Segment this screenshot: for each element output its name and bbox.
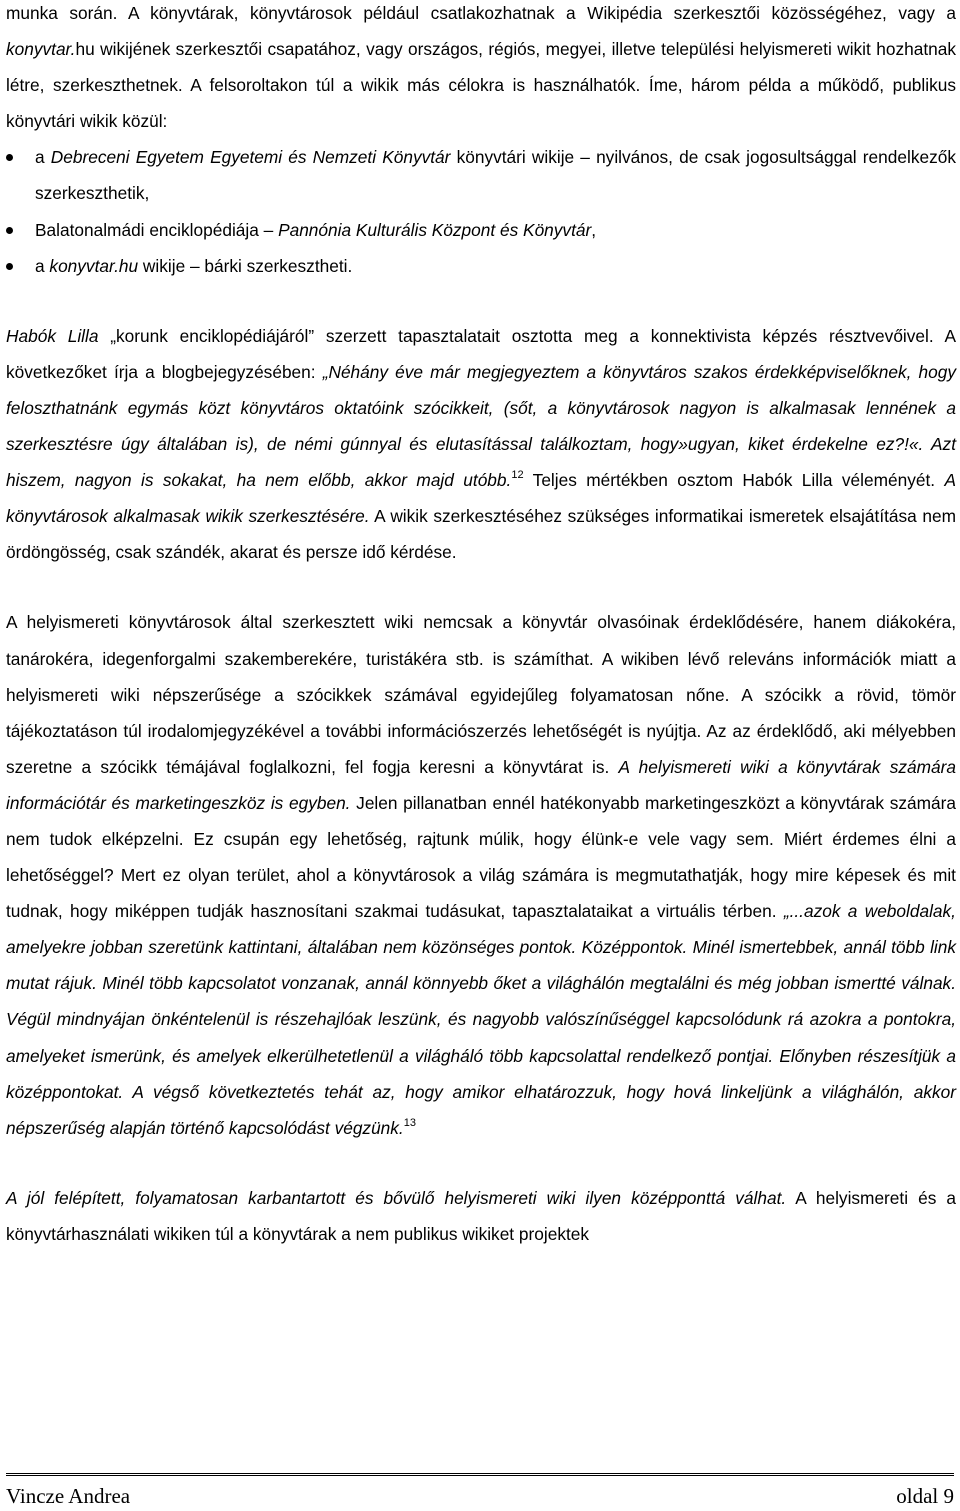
text-run-italic: konyvtar.	[6, 39, 76, 60]
paragraph-habok	[6, 318, 956, 571]
footnote-ref: 13	[403, 1116, 416, 1129]
text-run: a	[35, 255, 50, 276]
bullet-icon	[6, 263, 13, 270]
text-run-italic: konyvtar.hu	[49, 255, 139, 276]
text-run: „korunk enciklopédiájáról” szerzett tapasztalatait osztotta meg a konnektivista képzés résztvevőivel. A következőket írja a blogbejegyzésében:	[6, 325, 956, 382]
quote-italic: „Néhány éve már megjegyeztem a könyvtáros szakos érdekképviselőknek, hogy feloszthatnánk egymás közt könyvtáros oktatóink szócikkeit, (sőt, a könyvtárosok nagyon is alkalmasak lennének a szerkesztésre úgy általában is), de némi gúnnyal és elutasítással találkoztam, hogy»ugyan, kiket érdekelne ez?!«. Azt hiszem, nagyon is sokakat, ha nem előbb, akkor majd utóbb.	[6, 361, 956, 491]
list-item	[6, 139, 956, 211]
paragraph-spacer	[6, 570, 956, 604]
footer-divider	[6, 1473, 954, 1476]
text-run: A helyismereti és a könyvtárhasználati wikiken túl a könyvtárak a nem publikus wikiket projektek	[6, 1187, 956, 1244]
list-item	[6, 248, 956, 284]
text-run: a	[35, 147, 51, 168]
text-run-italic: A könyvtárosok alkalmasak wikik szerkesztésére.	[6, 470, 956, 527]
paragraph-spacer	[6, 284, 956, 318]
text-run: ,	[591, 219, 597, 240]
bullet-icon	[6, 154, 13, 161]
paragraph-spacer	[6, 1146, 956, 1180]
text-run: A helyismereti könyvtárosok által szerkesztett wiki nemcsak a könyvtár olvasóinak érdeklődésére, hanem diákokéra, tanárokéra, idegenforgalmi szakemberekére, turistákéra stb. is számíthat. A wikiben lévő releváns információk miatt a helyismereti wiki népszerűsége a szócikkek számával egyidejűleg folyamatosan nőne. A szócikk a rövid, tömör tájékoztatáson túl irodalomjegyzékével a további információszerzés lehetőségét is nyújtja. Az az érdeklődő, aki mélyebben szeretne a szócikk témájával foglalkozni, fel fogja keresni a könyvtárat is.	[6, 612, 956, 777]
text-run: munka során. A könyvtárak, könyvtárosok például csatlakozhatnak a Wikipédia szerkesztői közösségéhez, vagy a	[6, 3, 956, 23]
text-run-italic: Pannónia Kulturális Központ és Könyvtár	[278, 219, 592, 240]
text-run: könyvtári wikije – nyilvános, de csak jogosultsággal rendelkezők szerkeszthetik,	[35, 147, 956, 204]
text-run-italic: Debreceni Egyetem Egyetemi és Nemzeti Könyvtár	[50, 147, 451, 168]
text-run: Jelen pillanatban ennél hatékonyabb marketingeszközt a könyvtárak számára nem tudok elképzelni. Ez csupán egy lehetőség, rajtunk múlik, hogy élünk-e vele vagy sem. Miért érdemes élni a lehetőséggel? Mert ez olyan terület, ahol a könyvtárosok a világ számára is megmutathatják, hogy mire képesek és mit tudnak, hogy miképpen tudják hasznosítani szakmai tudásukat, tapasztalataikat a virtuális térben.	[6, 792, 956, 922]
text-run: Balatonalmádi enciklopédiája –	[35, 219, 279, 240]
text-run-italic: A helyismereti wiki a könyvtárak számára információtár és marketingeszköz is egyben.	[6, 756, 956, 813]
quote-italic: „...azok a weboldalak, amelyekre jobban szeretünk kattintani, általában nem közönséges pontok. Középpontok. Minél ismertebbek, annál több link mutat rájuk. Minél több kapcsolatot vonzanak, annál könnyebb őket a világhálón megtalálni és még jobban ismertté válnak. Végül mindnyájan önkéntelenül is részehajlóak leszünk, és nagyobb valószínűséggel kapcsolódunk rá azokra a pontokra, amelyeket ismerünk, és amelyek elkerülhetetlenül a világháló több kapcsolattal rendelkező pontjai. Előnyben részesítjük a középpontokat. A végső következtetés tehát az, hogy amikor elhatározzuk, hogy hová linkeljünk a világhálón, akkor népszerűség alapján történő kapcsolódást végzünk.	[6, 901, 956, 1138]
text-run: wikije – bárki szerkesztheti.	[138, 255, 353, 276]
text-run: Teljes mértékben osztom Habók Lilla véleményét.	[523, 470, 945, 491]
footer-author: Vincze Andrea	[6, 1484, 131, 1508]
footnote-ref: 12	[511, 469, 524, 482]
text-run-italic: Habók Lilla	[6, 325, 99, 346]
bullet-icon	[6, 227, 13, 234]
paragraph-intro	[6, 0, 956, 139]
paragraph-helyismereti	[6, 604, 956, 1145]
footer-page-number: oldal 9	[896, 1484, 954, 1508]
example-wiki-list	[6, 139, 956, 283]
paragraph-closing	[6, 1180, 956, 1252]
list-item	[6, 212, 956, 248]
text-run: A wikik szerkesztéséhez szükséges informatikai ismeretek elsajátítása nem ördöngösség, csak szándék, akarat és persze idő kérdése.	[6, 506, 956, 563]
text-run: hu wikijének szerkesztői csapatához, vagy országos, régiós, megyei, illetve települési helyismereti wikit hozhatnak létre, szerkeszthetnek. A felsoroltakon túl a wikik más célokra is használhatók. Íme, három példa a működő, publikus könyvtári wikik közül:	[6, 39, 956, 132]
text-run-italic: A jól felépített, folyamatosan karbantartott és bővülő helyismereti wiki ilyen középponttá válhat.	[6, 1187, 787, 1208]
page-footer	[6, 1483, 954, 1509]
document-body	[6, 0, 956, 1252]
